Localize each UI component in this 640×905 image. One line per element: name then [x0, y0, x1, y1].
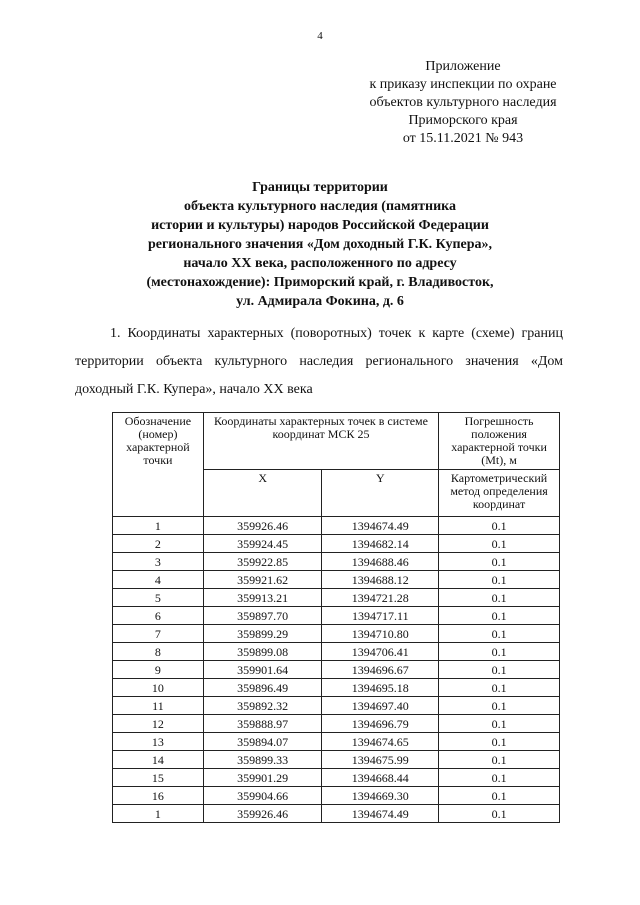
x-cell: 359913.21	[203, 589, 322, 607]
y-cell: 1394706.41	[322, 643, 439, 661]
appendix-line: к приказу инспекции по охране	[369, 77, 557, 92]
table-row	[113, 715, 560, 733]
table-row	[113, 769, 560, 787]
header-y: Y	[322, 470, 439, 517]
coordinates-table	[112, 412, 560, 823]
title-line: объекта культурного наследия (памятника	[183, 199, 457, 214]
error-cell: 0.1	[439, 661, 560, 679]
title-line: (местонахождение): Приморский край, г. Владивосток,	[146, 275, 494, 290]
point-cell: 8	[113, 643, 204, 661]
y-cell: 1394674.49	[322, 805, 439, 823]
table-row	[113, 607, 560, 625]
table-row	[113, 625, 560, 643]
error-cell: 0.1	[439, 643, 560, 661]
x-cell: 359896.49	[203, 679, 322, 697]
header-method: Картометрический метод определения координат	[439, 470, 560, 517]
x-cell: 359921.62	[203, 571, 322, 589]
table-row	[113, 805, 560, 823]
table-body	[113, 517, 560, 823]
point-cell: 5	[113, 589, 204, 607]
x-cell: 359904.66	[203, 787, 322, 805]
y-cell: 1394674.65	[322, 733, 439, 751]
point-cell: 11	[113, 697, 204, 715]
error-cell: 0.1	[439, 715, 560, 733]
x-cell: 359899.29	[203, 625, 322, 643]
table-row	[113, 733, 560, 751]
x-cell: 359888.97	[203, 715, 322, 733]
error-cell: 0.1	[439, 697, 560, 715]
point-cell: 2	[113, 535, 204, 553]
y-cell: 1394669.30	[322, 787, 439, 805]
title-line: ул. Адмирала Фокина, д. 6	[236, 294, 404, 309]
y-cell: 1394675.99	[322, 751, 439, 769]
x-cell: 359892.32	[203, 697, 322, 715]
point-cell: 9	[113, 661, 204, 679]
x-cell: 359922.85	[203, 553, 322, 571]
table-row	[113, 787, 560, 805]
point-cell: 14	[113, 751, 204, 769]
y-cell: 1394697.40	[322, 697, 439, 715]
appendix-line: объектов культурного наследия	[369, 95, 557, 110]
error-cell: 0.1	[439, 751, 560, 769]
point-cell: 6	[113, 607, 204, 625]
error-cell: 0.1	[439, 625, 560, 643]
y-cell: 1394682.14	[322, 535, 439, 553]
point-cell: 13	[113, 733, 204, 751]
point-cell: 4	[113, 571, 204, 589]
document-title	[60, 178, 580, 311]
error-cell: 0.1	[439, 805, 560, 823]
title-line: Границы территории	[252, 180, 388, 195]
appendix-line: Приморского края	[408, 113, 518, 128]
page-number: 4	[317, 30, 323, 42]
table-row	[113, 643, 560, 661]
point-cell: 16	[113, 787, 204, 805]
intro-paragraph: 1. Координаты характерных (поворотных) точек к карте (схеме) границ территории объекта культурного наследия регионального значения «Дом доходный Г.К. Купера», начало XX века	[75, 326, 563, 397]
y-cell: 1394668.44	[322, 769, 439, 787]
table-row	[113, 535, 560, 553]
error-cell: 0.1	[439, 571, 560, 589]
x-cell: 359901.64	[203, 661, 322, 679]
error-cell: 0.1	[439, 607, 560, 625]
y-cell: 1394695.18	[322, 679, 439, 697]
title-line: регионального значения «Дом доходный Г.К. Купера»,	[147, 237, 493, 252]
error-cell: 0.1	[439, 535, 560, 553]
table-row	[113, 661, 560, 679]
appendix-line: Приложение	[425, 59, 501, 74]
y-cell: 1394696.79	[322, 715, 439, 733]
x-cell: 359926.46	[203, 517, 322, 535]
header-error: Погрешность положения характерной точки (Mt), м	[439, 413, 560, 470]
table-row	[113, 553, 560, 571]
point-cell: 1	[113, 805, 204, 823]
error-cell: 0.1	[439, 589, 560, 607]
x-cell: 359897.70	[203, 607, 322, 625]
header-x: X	[203, 470, 322, 517]
x-cell: 359899.33	[203, 751, 322, 769]
y-cell: 1394717.11	[322, 607, 439, 625]
point-cell: 12	[113, 715, 204, 733]
title-line: истории и культуры) народов Российской Федерации	[151, 218, 489, 233]
point-cell: 10	[113, 679, 204, 697]
y-cell: 1394674.49	[322, 517, 439, 535]
appendix-line: от 15.11.2021 № 943	[402, 131, 524, 146]
x-cell: 359899.08	[203, 643, 322, 661]
table-row	[113, 697, 560, 715]
x-cell: 359894.07	[203, 733, 322, 751]
table-row	[113, 751, 560, 769]
header-coords: Координаты характерных точек в системе координат МСК 25	[203, 413, 438, 470]
error-cell: 0.1	[439, 679, 560, 697]
y-cell: 1394696.67	[322, 661, 439, 679]
y-cell: 1394688.46	[322, 553, 439, 571]
error-cell: 0.1	[439, 553, 560, 571]
table-row	[113, 571, 560, 589]
x-cell: 359926.46	[203, 805, 322, 823]
title-line: начало XX века, расположенного по адресу	[183, 256, 457, 271]
appendix-block	[348, 58, 578, 148]
error-cell: 0.1	[439, 733, 560, 751]
table-row	[113, 679, 560, 697]
point-cell: 1	[113, 517, 204, 535]
y-cell: 1394688.12	[322, 571, 439, 589]
table-row	[113, 517, 560, 535]
x-cell: 359901.29	[203, 769, 322, 787]
error-cell: 0.1	[439, 769, 560, 787]
y-cell: 1394710.80	[322, 625, 439, 643]
point-cell: 15	[113, 769, 204, 787]
y-cell: 1394721.28	[322, 589, 439, 607]
point-cell: 3	[113, 553, 204, 571]
header-point: Обозначение (номер) характерной точки	[113, 413, 204, 517]
error-cell: 0.1	[439, 787, 560, 805]
x-cell: 359924.45	[203, 535, 322, 553]
table-row	[113, 589, 560, 607]
error-cell: 0.1	[439, 517, 560, 535]
point-cell: 7	[113, 625, 204, 643]
